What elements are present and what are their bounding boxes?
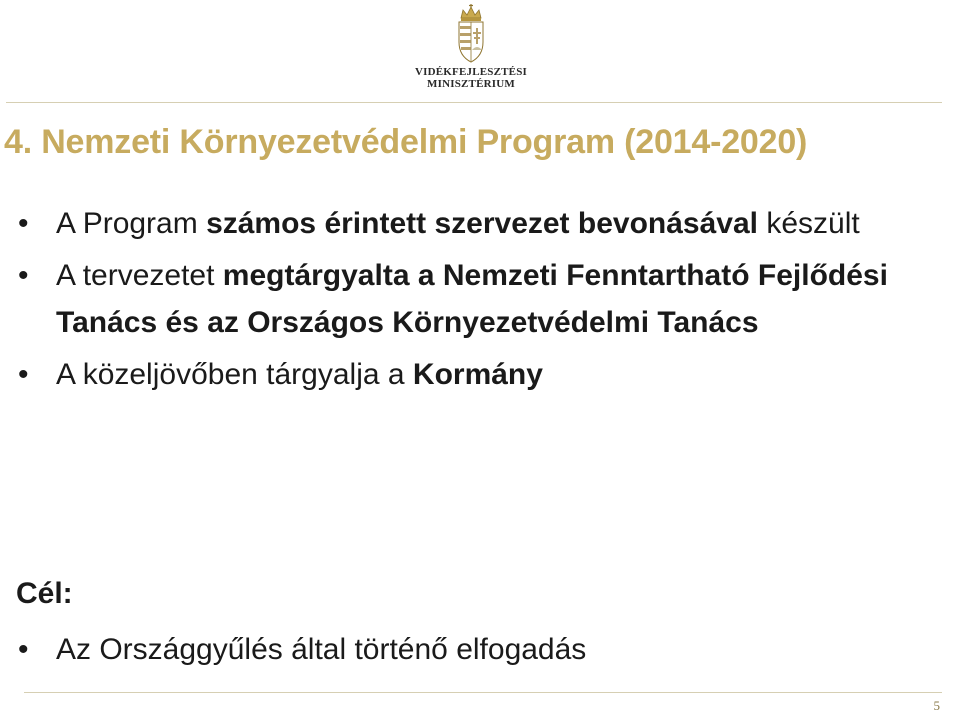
ministry-line1: VIDÉKFEJLESZTÉSI — [414, 66, 528, 78]
goal-list — [0, 626, 960, 678]
bullet-list — [0, 200, 960, 403]
bullet-item — [0, 200, 960, 247]
slide-header — [0, 0, 960, 104]
bullet-text-bold: számos érintett szervezet bevonásával — [206, 207, 758, 240]
bullet-text: készült — [758, 207, 860, 240]
footer-divider — [24, 692, 942, 693]
goal-text: Az Országgyűlés által történő elfogadás — [56, 633, 587, 666]
hungarian-coat-of-arms-icon — [455, 4, 487, 64]
header-divider — [6, 102, 942, 103]
ministry-line2: MINISZTÉRIUM — [427, 78, 515, 90]
bullet-dot: • — [18, 358, 29, 391]
bullet-dot: • — [18, 633, 29, 666]
bullet-item — [0, 351, 960, 398]
bullet-text: A tervezetet — [56, 259, 223, 292]
bullet-text-bold: Kormány — [412, 358, 543, 391]
bullet-dot: • — [18, 207, 29, 240]
goal-label: Cél: — [16, 577, 73, 610]
ministry-name — [380, 66, 562, 90]
page-number: 5 — [933, 698, 940, 713]
goal-item — [0, 626, 960, 673]
bullet-dot: • — [18, 259, 29, 292]
bullet-text-bold: megtárgyalta a Nemzeti Fenntartható Fejlődési Tanács és az Országos Környezetvédelmi Tanács — [56, 259, 888, 339]
bullet-item — [0, 252, 960, 346]
slide-title: 4. Nemzeti Környezetvédelmi Program (2014-2020) — [4, 123, 808, 161]
bullet-text: A közeljövőben tárgyalja a — [56, 358, 413, 391]
bullet-text: A Program — [56, 207, 207, 240]
